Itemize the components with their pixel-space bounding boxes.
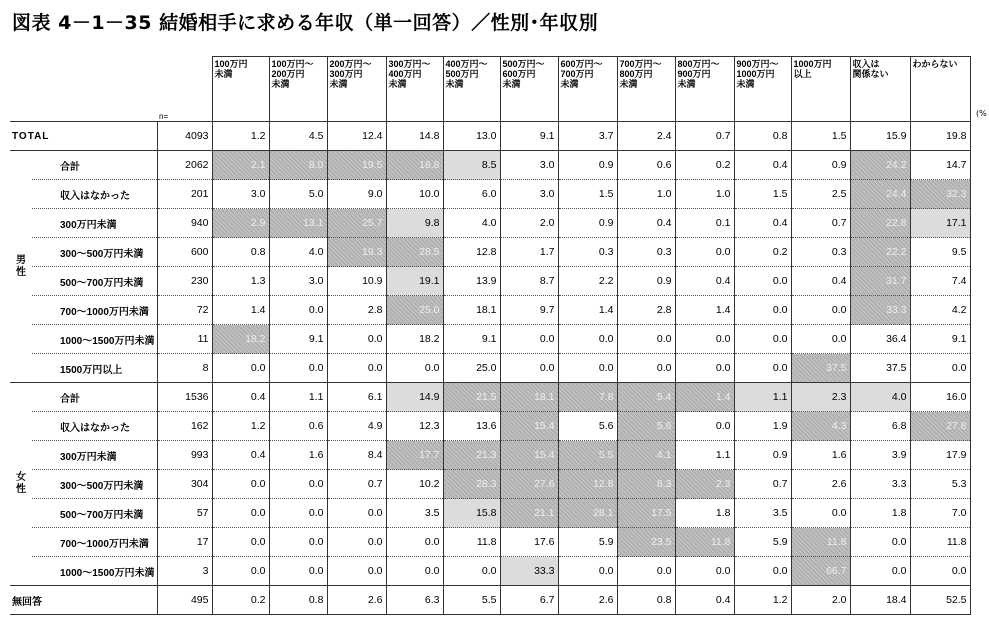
value-cell: 0.1 xyxy=(675,209,734,238)
value-cell: 8.7 xyxy=(500,267,558,296)
value-cell: 0.0 xyxy=(327,325,386,354)
value-cell: 11.8 xyxy=(443,528,500,557)
row-label: 500～700万円未満 xyxy=(32,499,157,528)
n-value: 11 xyxy=(157,325,212,354)
value-cell: 0.0 xyxy=(734,557,791,586)
value-cell: 21.1 xyxy=(500,499,558,528)
value-cell: 1.4 xyxy=(558,296,617,325)
value-cell: 2.9 xyxy=(212,209,269,238)
column-header: わからない xyxy=(910,57,970,122)
value-cell: 0.0 xyxy=(269,499,327,528)
value-cell: 0.0 xyxy=(269,354,327,383)
value-cell: 9.1 xyxy=(269,325,327,354)
column-header: 100万円 未満 xyxy=(212,57,269,122)
value-cell: 0.0 xyxy=(675,354,734,383)
value-cell: 66.7 xyxy=(791,557,850,586)
value-cell: 9.1 xyxy=(443,325,500,354)
value-cell: 18.1 xyxy=(500,383,558,412)
value-cell: 3.0 xyxy=(500,151,558,180)
value-cell: 0.4 xyxy=(212,441,269,470)
value-cell: 2.1 xyxy=(212,151,269,180)
value-cell: 0.0 xyxy=(675,557,734,586)
value-cell: 31.7 xyxy=(850,267,910,296)
value-cell: 3.0 xyxy=(212,180,269,209)
value-cell: 0.7 xyxy=(327,470,386,499)
value-cell: 3.0 xyxy=(500,180,558,209)
value-cell: 0.0 xyxy=(327,499,386,528)
value-cell: 2.0 xyxy=(791,586,850,615)
value-cell: 52.5 xyxy=(910,586,970,615)
value-cell: 2.3 xyxy=(791,383,850,412)
value-cell: 11.8 xyxy=(675,528,734,557)
value-cell: 0.0 xyxy=(212,354,269,383)
value-cell: 0.0 xyxy=(791,325,850,354)
value-cell: 0.6 xyxy=(617,151,675,180)
value-cell: 0.9 xyxy=(791,151,850,180)
value-cell: 0.0 xyxy=(675,412,734,441)
value-cell: 12.8 xyxy=(558,470,617,499)
value-cell: 4.0 xyxy=(269,238,327,267)
column-header: 収入は 関係ない xyxy=(850,57,910,122)
group-label-male: 男 性 xyxy=(10,151,32,383)
n-value: 72 xyxy=(157,296,212,325)
value-cell: 6.7 xyxy=(500,586,558,615)
value-cell: 0.0 xyxy=(327,354,386,383)
male-row xyxy=(10,296,970,325)
value-cell: 0.0 xyxy=(443,557,500,586)
value-cell: 0.8 xyxy=(269,586,327,615)
value-cell: 0.2 xyxy=(212,586,269,615)
value-cell: 1.8 xyxy=(675,499,734,528)
value-cell: 1.4 xyxy=(675,296,734,325)
female-row xyxy=(10,499,970,528)
male-row xyxy=(10,151,970,180)
noanswer-row xyxy=(10,586,970,615)
value-cell: 5.5 xyxy=(558,441,617,470)
value-cell: 9.0 xyxy=(327,180,386,209)
value-cell: 9.1 xyxy=(910,325,970,354)
value-cell: 10.0 xyxy=(386,180,443,209)
value-cell: 1.6 xyxy=(791,441,850,470)
value-cell: 4.2 xyxy=(910,296,970,325)
value-cell: 8.4 xyxy=(327,441,386,470)
value-cell: 0.3 xyxy=(617,238,675,267)
value-cell: 17.7 xyxy=(386,441,443,470)
value-cell: 18.1 xyxy=(443,296,500,325)
value-cell: 25.0 xyxy=(386,296,443,325)
value-cell: 2.0 xyxy=(500,209,558,238)
value-cell: 8.3 xyxy=(617,470,675,499)
value-cell: 0.4 xyxy=(212,383,269,412)
n-value: 162 xyxy=(157,412,212,441)
value-cell: 19.5 xyxy=(327,151,386,180)
row-label: 無回答 xyxy=(10,586,157,615)
value-cell: 1.8 xyxy=(850,499,910,528)
value-cell: 0.0 xyxy=(212,499,269,528)
column-header: 1000万円 以上 xyxy=(791,57,850,122)
n-value: 4093 xyxy=(157,122,212,151)
value-cell: 28.5 xyxy=(386,238,443,267)
value-cell: 2.5 xyxy=(791,180,850,209)
column-header: 600万円～ 700万円 未満 xyxy=(558,57,617,122)
n-value: 993 xyxy=(157,441,212,470)
male-row xyxy=(10,267,970,296)
value-cell: 8.5 xyxy=(443,151,500,180)
value-cell: 5.5 xyxy=(443,586,500,615)
n-value: 2062 xyxy=(157,151,212,180)
value-cell: 0.4 xyxy=(617,209,675,238)
male-row xyxy=(10,325,970,354)
n-value: 230 xyxy=(157,267,212,296)
value-cell: 25.7 xyxy=(327,209,386,238)
value-cell: 4.1 xyxy=(617,441,675,470)
unit-label: (% xyxy=(976,109,987,118)
value-cell: 1.5 xyxy=(791,122,850,151)
value-cell: 27.6 xyxy=(500,470,558,499)
value-cell: 10.2 xyxy=(386,470,443,499)
value-cell: 18.2 xyxy=(386,325,443,354)
total-row xyxy=(10,122,970,151)
value-cell: 15.4 xyxy=(500,412,558,441)
value-cell: 13.1 xyxy=(269,209,327,238)
value-cell: 17.5 xyxy=(617,499,675,528)
value-cell: 0.9 xyxy=(734,441,791,470)
value-cell: 3.0 xyxy=(269,267,327,296)
value-cell: 27.8 xyxy=(910,412,970,441)
value-cell: 12.8 xyxy=(443,238,500,267)
column-header: 300万円～ 400万円 未満 xyxy=(386,57,443,122)
value-cell: 0.0 xyxy=(617,557,675,586)
value-cell: 1.5 xyxy=(734,180,791,209)
header-blank xyxy=(10,57,157,122)
n-value: 3 xyxy=(157,557,212,586)
value-cell: 0.4 xyxy=(675,586,734,615)
value-cell: 1.6 xyxy=(269,441,327,470)
female-row xyxy=(10,383,970,412)
column-header: 900万円～ 1000万円 未満 xyxy=(734,57,791,122)
female-row xyxy=(10,557,970,586)
value-cell: 17.1 xyxy=(910,209,970,238)
n-value: 201 xyxy=(157,180,212,209)
value-cell: 0.0 xyxy=(734,296,791,325)
value-cell: 0.8 xyxy=(212,238,269,267)
value-cell: 0.3 xyxy=(558,238,617,267)
value-cell: 9.8 xyxy=(386,209,443,238)
value-cell: 19.1 xyxy=(386,267,443,296)
value-cell: 0.0 xyxy=(269,470,327,499)
value-cell: 0.4 xyxy=(734,209,791,238)
value-cell: 6.3 xyxy=(386,586,443,615)
value-cell: 19.3 xyxy=(327,238,386,267)
value-cell: 5.9 xyxy=(558,528,617,557)
value-cell: 0.9 xyxy=(617,267,675,296)
value-cell: 0.0 xyxy=(734,267,791,296)
value-cell: 0.0 xyxy=(617,354,675,383)
value-cell: 9.1 xyxy=(500,122,558,151)
value-cell: 13.9 xyxy=(443,267,500,296)
value-cell: 0.0 xyxy=(269,528,327,557)
value-cell: 0.9 xyxy=(558,151,617,180)
value-cell: 0.0 xyxy=(269,296,327,325)
group-label-female: 女 性 xyxy=(10,383,32,586)
row-label: 合計 xyxy=(32,383,157,412)
value-cell: 0.0 xyxy=(500,325,558,354)
value-cell: 3.5 xyxy=(386,499,443,528)
value-cell: 4.5 xyxy=(269,122,327,151)
value-cell: 0.4 xyxy=(734,151,791,180)
value-cell: 37.5 xyxy=(791,354,850,383)
value-cell: 6.0 xyxy=(443,180,500,209)
value-cell: 2.6 xyxy=(327,586,386,615)
value-cell: 1.9 xyxy=(734,412,791,441)
value-cell: 0.7 xyxy=(791,209,850,238)
value-cell: 32.3 xyxy=(910,180,970,209)
value-cell: 0.2 xyxy=(734,238,791,267)
value-cell: 9.5 xyxy=(910,238,970,267)
value-cell: 4.3 xyxy=(791,412,850,441)
row-label: 500～700万円未満 xyxy=(32,267,157,296)
female-row xyxy=(10,470,970,499)
value-cell: 0.0 xyxy=(734,354,791,383)
value-cell: 16.8 xyxy=(386,151,443,180)
page-title: 図表 4－1－35 結婚相手に求める年収（単一回答）／性別･年収別 xyxy=(12,12,599,34)
value-cell: 0.3 xyxy=(791,238,850,267)
value-cell: 2.2 xyxy=(558,267,617,296)
value-cell: 21.5 xyxy=(443,383,500,412)
value-cell: 14.8 xyxy=(386,122,443,151)
value-cell: 1.4 xyxy=(212,296,269,325)
value-cell: 11.8 xyxy=(910,528,970,557)
value-cell: 0.0 xyxy=(558,325,617,354)
value-cell: 0.8 xyxy=(617,586,675,615)
value-cell: 5.0 xyxy=(269,180,327,209)
value-cell: 33.3 xyxy=(500,557,558,586)
value-cell: 28.1 xyxy=(558,499,617,528)
value-cell: 0.0 xyxy=(558,557,617,586)
value-cell: 22.8 xyxy=(850,209,910,238)
n-value: 8 xyxy=(157,354,212,383)
value-cell: 37.5 xyxy=(850,354,910,383)
n-value: 304 xyxy=(157,470,212,499)
row-label: 収入はなかった xyxy=(32,412,157,441)
value-cell: 0.0 xyxy=(675,325,734,354)
value-cell: 7.0 xyxy=(910,499,970,528)
results-table-container xyxy=(10,56,971,615)
value-cell: 2.8 xyxy=(617,296,675,325)
value-cell: 0.9 xyxy=(558,209,617,238)
value-cell: 0.0 xyxy=(212,528,269,557)
male-row xyxy=(10,180,970,209)
female-row xyxy=(10,441,970,470)
value-cell: 2.8 xyxy=(327,296,386,325)
value-cell: 11.8 xyxy=(791,528,850,557)
value-cell: 10.9 xyxy=(327,267,386,296)
value-cell: 1.7 xyxy=(500,238,558,267)
value-cell: 16.0 xyxy=(910,383,970,412)
value-cell: 1.2 xyxy=(734,586,791,615)
value-cell: 0.0 xyxy=(386,528,443,557)
value-cell: 6.1 xyxy=(327,383,386,412)
value-cell: 19.8 xyxy=(910,122,970,151)
value-cell: 6.8 xyxy=(850,412,910,441)
value-cell: 15.9 xyxy=(850,122,910,151)
value-cell: 4.0 xyxy=(850,383,910,412)
value-cell: 0.0 xyxy=(850,528,910,557)
value-cell: 0.0 xyxy=(675,238,734,267)
n-value: 17 xyxy=(157,528,212,557)
value-cell: 5.6 xyxy=(617,412,675,441)
value-cell: 0.0 xyxy=(617,325,675,354)
value-cell: 0.0 xyxy=(212,557,269,586)
value-cell: 0.4 xyxy=(791,267,850,296)
value-cell: 1.1 xyxy=(734,383,791,412)
value-cell: 18.4 xyxy=(850,586,910,615)
value-cell: 36.4 xyxy=(850,325,910,354)
n-value: 940 xyxy=(157,209,212,238)
row-label: 1500万円以上 xyxy=(32,354,157,383)
value-cell: 24.2 xyxy=(850,151,910,180)
value-cell: 0.0 xyxy=(327,557,386,586)
value-cell: 24.4 xyxy=(850,180,910,209)
value-cell: 15.8 xyxy=(443,499,500,528)
value-cell: 0.0 xyxy=(327,528,386,557)
value-cell: 0.0 xyxy=(500,354,558,383)
row-label: 300～500万円未満 xyxy=(32,238,157,267)
value-cell: 0.0 xyxy=(269,557,327,586)
column-header: 700万円～ 800万円 未満 xyxy=(617,57,675,122)
value-cell: 33.3 xyxy=(850,296,910,325)
value-cell: 5.6 xyxy=(558,412,617,441)
female-row xyxy=(10,528,970,557)
value-cell: 3.7 xyxy=(558,122,617,151)
n-value: 600 xyxy=(157,238,212,267)
row-label: 収入はなかった xyxy=(32,180,157,209)
value-cell: 21.3 xyxy=(443,441,500,470)
value-cell: 23.5 xyxy=(617,528,675,557)
row-label: TOTAL xyxy=(10,122,157,151)
n-header: n= xyxy=(159,112,169,121)
value-cell: 0.6 xyxy=(269,412,327,441)
male-row xyxy=(10,354,970,383)
value-cell: 2.4 xyxy=(617,122,675,151)
value-cell: 28.3 xyxy=(443,470,500,499)
n-value: 495 xyxy=(157,586,212,615)
value-cell: 0.0 xyxy=(791,296,850,325)
value-cell: 0.0 xyxy=(212,470,269,499)
value-cell: 2.6 xyxy=(558,586,617,615)
column-header: 500万円～ 600万円 未満 xyxy=(500,57,558,122)
value-cell: 12.3 xyxy=(386,412,443,441)
value-cell: 0.0 xyxy=(558,354,617,383)
value-cell: 1.3 xyxy=(212,267,269,296)
value-cell: 4.0 xyxy=(443,209,500,238)
value-cell: 1.1 xyxy=(269,383,327,412)
value-cell: 2.6 xyxy=(791,470,850,499)
value-cell: 3.3 xyxy=(850,470,910,499)
value-cell: 25.0 xyxy=(443,354,500,383)
value-cell: 14.7 xyxy=(910,151,970,180)
value-cell: 3.9 xyxy=(850,441,910,470)
value-cell: 15.4 xyxy=(500,441,558,470)
column-header: 200万円～ 300万円 未満 xyxy=(327,57,386,122)
value-cell: 0.0 xyxy=(850,557,910,586)
value-cell: 0.0 xyxy=(910,557,970,586)
value-cell: 12.4 xyxy=(327,122,386,151)
value-cell: 8.0 xyxy=(269,151,327,180)
value-cell: 1.2 xyxy=(212,412,269,441)
value-cell: 1.5 xyxy=(558,180,617,209)
column-header: 800万円～ 900万円 未満 xyxy=(675,57,734,122)
header-row xyxy=(10,57,970,122)
value-cell: 0.0 xyxy=(734,325,791,354)
value-cell: 7.4 xyxy=(910,267,970,296)
row-label: 700～1000万円未満 xyxy=(32,528,157,557)
male-row xyxy=(10,238,970,267)
value-cell: 1.0 xyxy=(617,180,675,209)
value-cell: 13.6 xyxy=(443,412,500,441)
value-cell: 7.8 xyxy=(558,383,617,412)
value-cell: 17.6 xyxy=(500,528,558,557)
value-cell: 14.9 xyxy=(386,383,443,412)
n-value: 57 xyxy=(157,499,212,528)
value-cell: 5.4 xyxy=(617,383,675,412)
value-cell: 0.2 xyxy=(675,151,734,180)
value-cell: 1.0 xyxy=(675,180,734,209)
male-row xyxy=(10,209,970,238)
row-label: 700～1000万円未満 xyxy=(32,296,157,325)
value-cell: 0.0 xyxy=(386,354,443,383)
value-cell: 0.0 xyxy=(791,499,850,528)
row-label: 1000～1500万円未満 xyxy=(32,325,157,354)
row-label: 合計 xyxy=(32,151,157,180)
value-cell: 0.7 xyxy=(675,122,734,151)
row-label: 1000～1500万円未満 xyxy=(32,557,157,586)
value-cell: 1.1 xyxy=(675,441,734,470)
column-header: 100万円～ 200万円 未満 xyxy=(269,57,327,122)
value-cell: 0.8 xyxy=(734,122,791,151)
value-cell: 0.4 xyxy=(675,267,734,296)
value-cell: 2.3 xyxy=(675,470,734,499)
value-cell: 0.0 xyxy=(386,557,443,586)
value-cell: 5.3 xyxy=(910,470,970,499)
n-value: 1536 xyxy=(157,383,212,412)
value-cell: 1.2 xyxy=(212,122,269,151)
female-row xyxy=(10,412,970,441)
value-cell: 4.9 xyxy=(327,412,386,441)
value-cell: 9.7 xyxy=(500,296,558,325)
value-cell: 18.2 xyxy=(212,325,269,354)
value-cell: 22.2 xyxy=(850,238,910,267)
value-cell: 13.0 xyxy=(443,122,500,151)
value-cell: 17.9 xyxy=(910,441,970,470)
column-header: 400万円～ 500万円 未満 xyxy=(443,57,500,122)
value-cell: 0.7 xyxy=(734,470,791,499)
value-cell: 5.9 xyxy=(734,528,791,557)
value-cell: 3.5 xyxy=(734,499,791,528)
row-label: 300～500万円未満 xyxy=(32,470,157,499)
value-cell: 0.0 xyxy=(910,354,970,383)
row-label: 300万円未満 xyxy=(32,441,157,470)
row-label: 300万円未満 xyxy=(32,209,157,238)
results-table xyxy=(10,56,971,615)
value-cell: 1.4 xyxy=(675,383,734,412)
